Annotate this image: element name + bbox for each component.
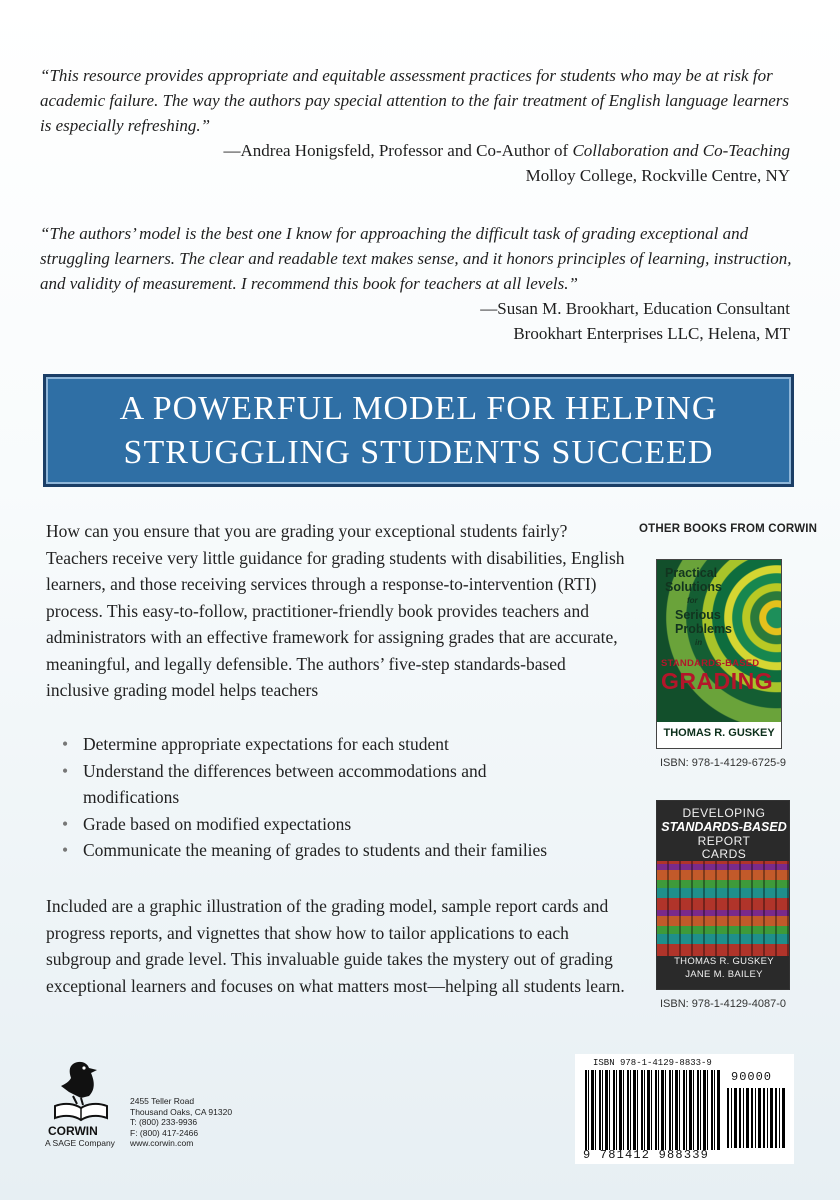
book-title	[665, 566, 732, 650]
barcode-digits: 9 781412 988339	[583, 1148, 710, 1162]
review-quote-2	[40, 221, 792, 296]
title-line: Solutions	[665, 580, 722, 594]
title-line: for	[687, 596, 698, 605]
phone-line: T: (800) 233-9936	[130, 1117, 198, 1127]
list-item	[62, 811, 662, 838]
quote-text: “This resource provides appropriate and equitable assessment practices for students who may be at risk for academic failure. The way the authors pay special attention to the fair treatment of English language learners is especially refreshing.”	[40, 66, 790, 135]
bullet-icon: •	[62, 813, 69, 834]
barcode-isbn-text: ISBN 978-1-4129-8833-9	[593, 1058, 712, 1068]
headline-banner	[43, 374, 794, 487]
headline-line-2: STRUGGLING STUDENTS SUCCEED	[123, 433, 714, 471]
feature-list	[62, 731, 662, 864]
description-intro	[46, 518, 626, 704]
author-name: THOMAS R. GUSKEY	[674, 956, 774, 967]
headline-line-1: A POWERFUL MODEL FOR HELPING	[119, 389, 718, 427]
title-line: in	[695, 638, 703, 647]
raven-book-icon	[51, 1058, 111, 1124]
closing-paragraph: Included are a graphic illustration of the grading model, sample report cards and progress reports, and vignettes that show how to tailor applications to each subgroup and grade level. This invaluable guide takes the mystery out of grading exceptional learners and focuses on what matters most—helping all students learn.	[46, 896, 625, 996]
attribution-book-title: Collaboration and Co-Teaching	[572, 141, 790, 160]
book-cover-practical-solutions	[656, 559, 782, 749]
author-name: THOMAS R. GUSKEY	[663, 727, 775, 739]
fax-line: F: (800) 417-2466	[130, 1127, 199, 1138]
list-item-text: Understand the differences between accommodations and modifications	[83, 760, 487, 807]
publisher-tagline: A SAGE Company	[45, 1138, 115, 1148]
list-item-text: Determine appropriate expectations for each student	[83, 734, 449, 754]
address-line: 2455 Teller Road	[130, 1096, 195, 1106]
list-item	[62, 758, 543, 811]
list-item	[62, 731, 662, 758]
barcode-addon-bars	[727, 1088, 787, 1148]
corwin-logo	[43, 1058, 121, 1148]
book-authors	[657, 955, 790, 981]
quote-attribution-2	[480, 296, 790, 346]
cover-art	[657, 861, 790, 956]
list-item-text: Communicate the meaning of grades to students and their families	[83, 840, 548, 860]
attribution-author: —Andrea Honigsfeld, Professor and Co-Author of	[223, 141, 573, 160]
description-closing	[46, 893, 626, 999]
attribution-affiliation: Brookhart Enterprises LLC, Helena, MT	[513, 324, 790, 343]
review-quote-1	[40, 63, 792, 138]
isbn-barcode	[575, 1054, 794, 1164]
website-line: www.corwin.com	[130, 1138, 194, 1148]
address-line: Thousand Oaks, CA 91320	[130, 1106, 233, 1117]
book-author	[657, 722, 781, 748]
subtitle-line: STANDARDS-BASED	[661, 658, 760, 669]
quote-text: “The authors’ model is the best one I know for approaching the difficult task of grading exceptional and struggling learners. The clear and readable text makes sense, and it honors principles of learning, instruction, and validity of measurement. I recommend this book for teachers at all levels.”	[40, 224, 792, 293]
title-line: Practical	[665, 566, 718, 580]
quote-attribution-1	[224, 138, 790, 188]
barcode-bars	[585, 1070, 721, 1150]
other-books-heading: OTHER BOOKS FROM CORWIN	[639, 523, 818, 535]
book1-isbn: ISBN: 978-1-4129-6725-9	[660, 757, 786, 769]
bullet-icon: •	[62, 840, 69, 860]
title-line: STANDARDS-BASED	[661, 820, 787, 834]
attribution-line	[224, 138, 790, 163]
title-line: REPORT	[697, 834, 751, 848]
barcode-price-code: 90000	[731, 1070, 773, 1084]
bullet-icon: •	[62, 734, 69, 754]
list-item-text: Grade based on modified expectations	[83, 813, 352, 834]
book-subtitle	[661, 658, 779, 693]
attribution-author: —Susan M. Brookhart, Education Consultant	[480, 299, 790, 318]
publisher-name: CORWIN	[48, 1124, 98, 1138]
book-title	[657, 807, 790, 861]
publisher-address	[130, 1096, 232, 1149]
bullet-icon: •	[62, 760, 69, 781]
title-line: DEVELOPING	[682, 806, 766, 820]
list-item	[62, 837, 662, 864]
author-name: JANE M. BAILEY	[685, 969, 763, 980]
subtitle-line: GRADING	[661, 668, 774, 694]
title-line: Problems	[675, 622, 732, 636]
book2-isbn: ISBN: 978-1-4129-4087-0	[660, 998, 786, 1010]
intro-paragraph: How can you ensure that you are grading your exceptional students fairly? Teachers receive very little guidance for grading students with disabilities, English learners, and those receiving services through a response-to-intervention (RTI) process. This easy-to-follow, practitioner-friendly book provides teachers and administrators with an effective framework for assigning grades that are accurate, meaningful, and legally defensible. The authors’ five-step standards-based inclusive grading model helps teachers	[46, 521, 625, 700]
title-line: Serious	[675, 608, 721, 622]
attribution-affiliation: Molloy College, Rockville Centre, NY	[525, 166, 790, 185]
book-cover-report-cards	[656, 800, 790, 990]
title-line: CARDS	[701, 847, 747, 861]
